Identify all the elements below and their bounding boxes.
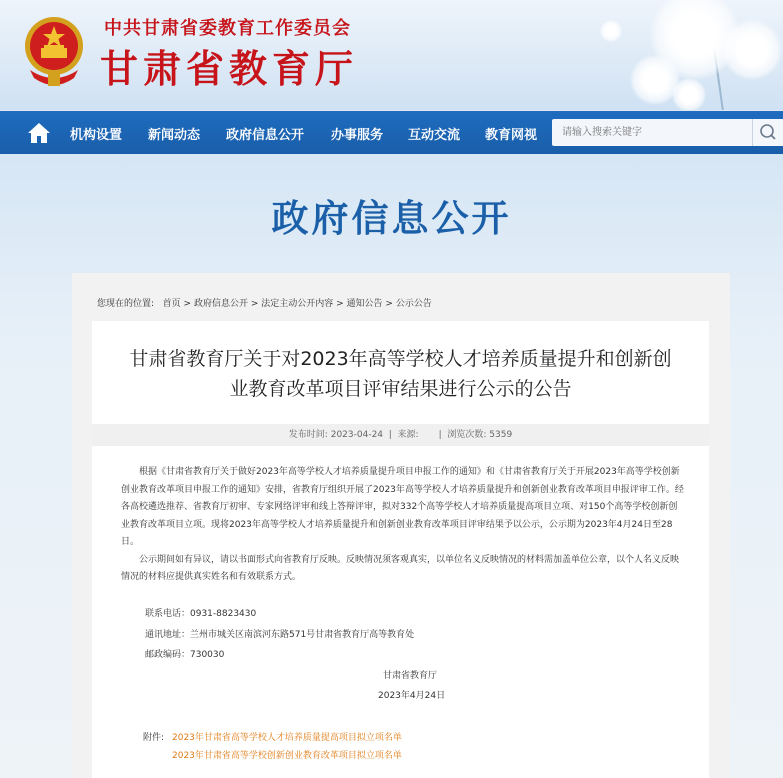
org-main-name: 甘肃省教育厅 — [100, 47, 359, 91]
meta-views: 5359 — [489, 430, 513, 440]
article-meta: 发布时间: 2023-04-24 | 来源: | 浏览次数: 5359 — [92, 424, 709, 446]
national-emblem-icon — [22, 12, 86, 90]
meta-source-label: 来源: — [397, 430, 419, 440]
breadcrumb-separator: > — [385, 299, 396, 309]
search-button[interactable] — [752, 119, 783, 146]
search-input[interactable] — [552, 119, 752, 146]
nav-item-services[interactable]: 办事服务 — [331, 128, 384, 143]
paragraph-1: 根据《甘肃省教育厅关于做好2023年高等学校人才培养质量提升项目申报工作的通知》和《甘肃省教育厅关于开展2023年高等学校创新创业教育改革项目申报工作的通知》安排，省教育厅组织开展了2023年高等学校人才培养质量提升和创新创业教育改革项目申报评审工作。经各高校遴选推荐、省教育厅初审、专家网络评审和线上答辩评审，拟对332个高等学校人才培养质量提高项目立项、对150个高等学校创新创业教育改革项目立项。现将2023年高等学校人才培养质量提升和创新创业教育改革项目评审结果予以公示，公示期为2023年4月24日至28日。 — [121, 467, 684, 547]
nav-item-video[interactable]: 教育网视 — [485, 128, 538, 143]
meta-views-label: 浏览次数: — [447, 430, 487, 440]
meta-date: 2023-04-24 — [330, 430, 384, 440]
article-title-line-1: 甘肃省教育厅关于对2023年高等学校人才培养质量提升和创新创 — [129, 348, 672, 370]
attachments-label: 附件: — [143, 733, 165, 743]
breadcrumb — [97, 296, 432, 309]
article-body — [121, 464, 684, 587]
paragraph-2: 公示期间如有异议，请以书面形式向省教育厅反映。反映情况须客观真实，以单位名义反映情况的材料需加盖单位公章，以个人名义反映情况的材料应提供真实姓名和有效联系方式。 — [121, 554, 680, 582]
meta-date-label: 发布时间: — [288, 430, 328, 440]
home-icon[interactable] — [26, 121, 52, 145]
main-nav — [0, 111, 783, 154]
search-icon — [753, 119, 783, 146]
nav-item-gov-info[interactable]: 政府信息公开 — [226, 128, 305, 143]
attachment-link-2[interactable]: 2023年甘肃省高等学校创新创业教育改革项目拟立项名单 — [172, 751, 402, 761]
article-title — [92, 344, 709, 404]
breadcrumb-separator: > — [183, 299, 194, 309]
breadcrumb-gov-info[interactable]: 政府信息公开 — [193, 299, 248, 309]
breadcrumb-public-notices[interactable]: 公示公告 — [395, 299, 432, 309]
nav-item-news[interactable]: 新闻动态 — [148, 128, 201, 143]
header-banner — [0, 0, 783, 110]
contact-phone: 联系电话：0931-8823430 — [145, 609, 257, 619]
breadcrumb-separator: > — [336, 299, 347, 309]
article-title-line-2: 业教育改革项目评审结果进行公示的公告 — [229, 378, 572, 400]
contact-address: 通讯地址：兰州市城关区南滨河东路571号甘肃省教育厅高等教育处 — [145, 630, 415, 640]
sign-date: 2023年4月24日 — [378, 691, 446, 701]
section-title: 政府信息公开 — [271, 197, 512, 240]
contact-postcode: 邮政编码：730030 — [145, 650, 225, 660]
breadcrumb-prefix: 您现在的位置: — [97, 299, 155, 309]
breadcrumb-home[interactable]: 首页 — [162, 299, 181, 309]
signer: 甘肃省教育厅 — [383, 671, 438, 681]
org-top-name: 中共甘肃省委教育工作委员会 — [104, 18, 351, 39]
breadcrumb-notices[interactable]: 通知公告 — [346, 299, 383, 309]
nav-item-interaction[interactable]: 互动交流 — [408, 128, 461, 143]
attachment-link-1[interactable]: 2023年甘肃省高等学校人才培养质量提高项目拟立项名单 — [172, 733, 402, 743]
breadcrumb-separator: > — [250, 299, 262, 309]
nav-item-org[interactable]: 机构设置 — [70, 128, 123, 143]
breadcrumb-statutory[interactable]: 法定主动公开内容 — [261, 299, 334, 309]
